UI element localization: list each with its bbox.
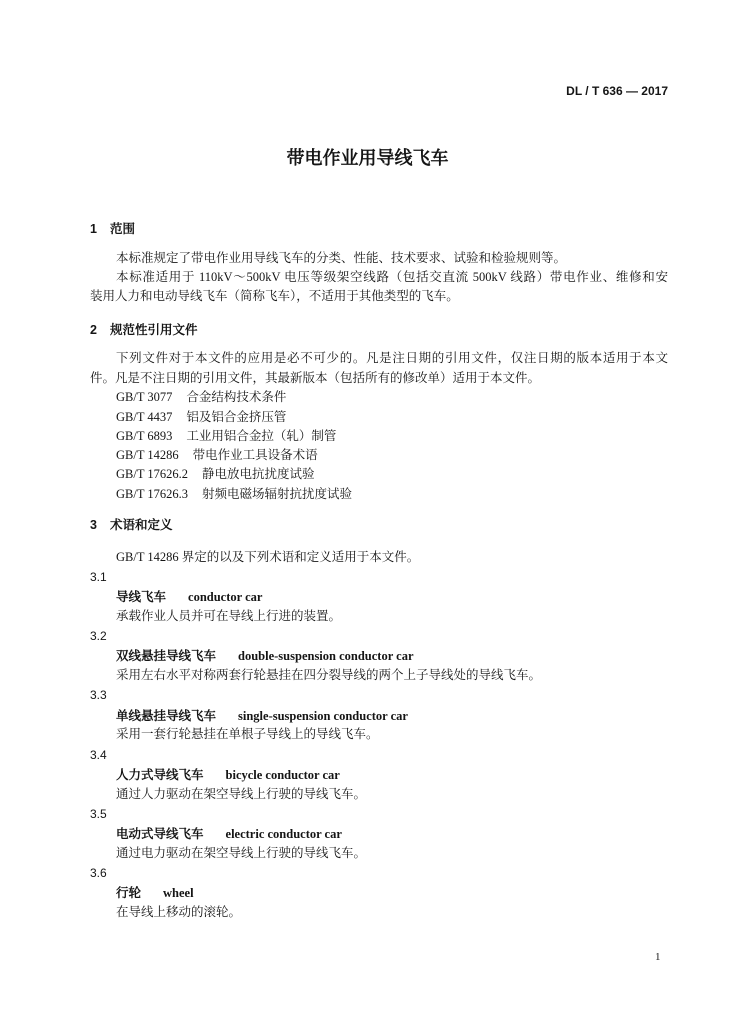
reference-name: 工业用铝合金拉（轧）制管 — [186, 429, 337, 443]
term-title — [116, 825, 342, 843]
term-number: 3.2 — [90, 629, 107, 643]
reference-item — [116, 465, 315, 483]
term-number: 3.5 — [90, 807, 107, 821]
term-title — [116, 707, 408, 725]
section-2-heading: 规范性引用文件 — [110, 323, 198, 337]
term-name-zh: 行轮 — [116, 886, 142, 900]
term-definition: 采用一套行轮悬挂在单根子导线上的导线飞车。 — [116, 727, 379, 741]
document-title: 带电作业用导线飞车 — [286, 148, 449, 168]
term-number: 3.3 — [90, 688, 107, 702]
term-name-zh: 单线悬挂导线飞车 — [116, 709, 217, 723]
reference-name: 静电放电抗扰度试验 — [202, 467, 315, 481]
term-definition: 通过人力驱动在架空导线上行驶的导线飞车。 — [116, 787, 367, 801]
reference-code: GB/T 14286 — [116, 448, 179, 462]
reference-name: 合金结构技术条件 — [186, 390, 287, 404]
term-definition: 承载作业人员并可在导线上行进的装置。 — [116, 609, 342, 623]
reference-name: 射频电磁场辐射抗扰度试验 — [202, 487, 353, 501]
term-name-en: double-suspension conductor car — [238, 649, 414, 663]
reference-code: GB/T 6893 — [116, 429, 173, 443]
term-definition: 在导线上移动的滚轮。 — [116, 905, 242, 919]
term-title — [116, 647, 414, 665]
section-2-number: 2 — [90, 323, 97, 337]
section-1-line: 本标准规定了带电作业用导线飞车的分类、性能、技术要求、试验和检验规则等。 — [116, 251, 567, 265]
section-1-number: 1 — [90, 222, 97, 236]
term-number: 3.4 — [90, 748, 107, 762]
section-1-line: 本标准适用于 110kV～500kV 电压等级架空线路（包括交直流 500kV 线路）带电作业、维修和安 — [116, 270, 668, 284]
term-title — [116, 884, 194, 902]
reference-code: GB/T 4437 — [116, 410, 173, 424]
section-1-line: 装用人力和电动导线飞车（简称飞车），不适用于其他类型的飞车。 — [90, 289, 459, 303]
reference-code: GB/T 17626.2 — [116, 467, 188, 481]
term-name-zh: 双线悬挂导线飞车 — [116, 649, 217, 663]
reference-code: GB/T 17626.3 — [116, 487, 188, 501]
section-2-line: 件。凡是不注日期的引用文件，其最新版本（包括所有的修改单）适用于本文件。 — [90, 371, 541, 385]
reference-item — [116, 408, 286, 426]
section-3-intro: GB/T 14286 界定的以及下列术语和定义适用于本文件。 — [116, 550, 420, 564]
term-definition: 采用左右水平对称两套行轮悬挂在四分裂导线的两个上子导线处的导线飞车。 — [116, 668, 542, 682]
section-3-heading: 术语和定义 — [110, 518, 173, 532]
reference-name: 铝及铝合金挤压管 — [186, 410, 287, 424]
section-1-heading: 范围 — [110, 222, 136, 236]
reference-item — [116, 485, 352, 503]
term-name-en: wheel — [163, 886, 194, 900]
term-name-zh: 电动式导线飞车 — [116, 827, 204, 841]
reference-item — [116, 388, 286, 406]
term-name-zh: 导线飞车 — [116, 590, 167, 604]
term-number: 3.6 — [90, 866, 107, 880]
term-definition: 通过电力驱动在架空导线上行驶的导线飞车。 — [116, 846, 367, 860]
term-name-en: single-suspension conductor car — [238, 709, 408, 723]
term-name-en: conductor car — [188, 590, 263, 604]
term-title — [116, 766, 340, 784]
term-title — [116, 588, 262, 606]
reference-item — [116, 427, 336, 445]
page-number: 1 — [655, 951, 661, 963]
reference-name: 带电作业工具设备术语 — [192, 448, 318, 462]
term-number: 3.1 — [90, 570, 107, 584]
reference-item — [116, 446, 318, 464]
term-name-zh: 人力式导线飞车 — [116, 768, 204, 782]
document-code-header: DL / T 636 — 2017 — [566, 84, 668, 98]
section-3-number: 3 — [90, 518, 97, 532]
term-name-en: electric conductor car — [225, 827, 342, 841]
section-2-line: 下列文件对于本文件的应用是必不可少的。凡是注日期的引用文件，仅注日期的版本适用于本文 — [116, 351, 668, 365]
term-name-en: bicycle conductor car — [225, 768, 340, 782]
reference-code: GB/T 3077 — [116, 390, 173, 404]
